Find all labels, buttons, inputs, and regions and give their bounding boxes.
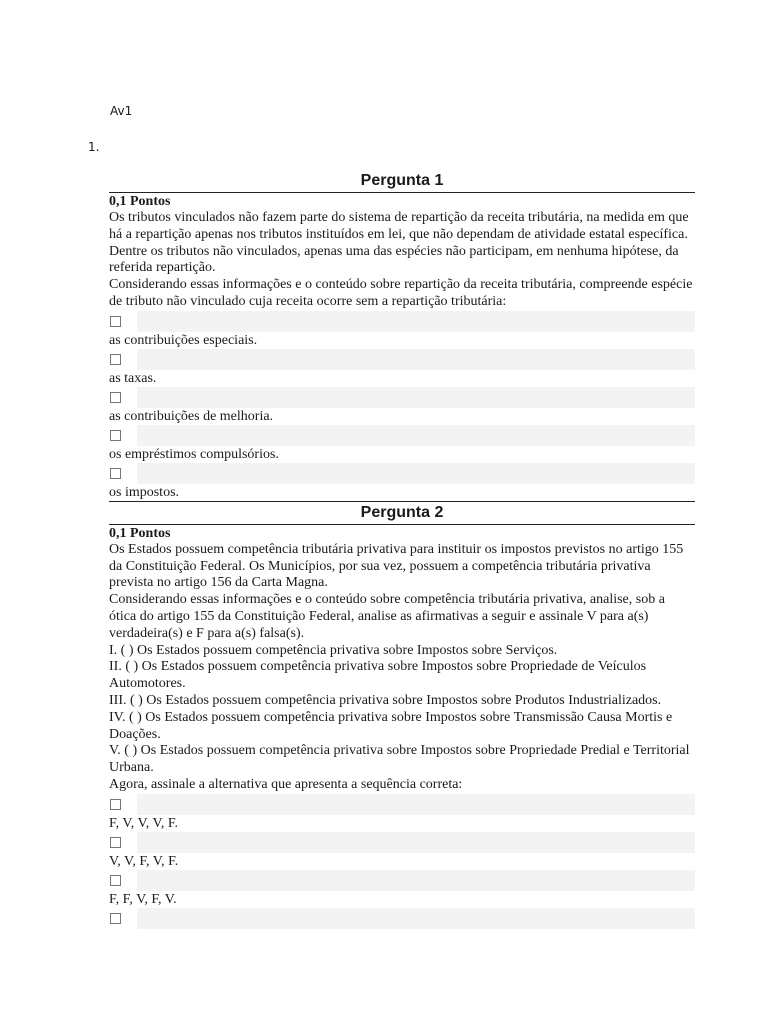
option-highlight (137, 425, 695, 446)
question-prompt: Considerando essas informações e o conteúdo sobre repartição da receita tributária, compreende espécie de tributo não vinculado cuja receita ocorre sem a repartição tributária: (109, 277, 693, 309)
checkbox-icon[interactable] (110, 316, 121, 327)
question-title: Pergunta 2 (109, 501, 695, 525)
option-label: F, F, V, F, V. (109, 891, 177, 907)
answer-option[interactable] (109, 832, 695, 870)
option-highlight (137, 463, 695, 484)
statement-item: I. ( ) Os Estados possuem competência privativa sobre Impostos sobre Serviços. (109, 642, 558, 658)
option-highlight (137, 870, 695, 891)
option-highlight (137, 311, 695, 332)
question-instruction: Agora, assinale a alternativa que apresenta a sequência correta: (109, 776, 463, 792)
option-label: os impostos. (109, 484, 180, 500)
statement-item: V. ( ) Os Estados possuem competência privativa sobre Impostos sobre Propriedade Predial e Territorial Urbana. (109, 743, 690, 776)
answer-option[interactable] (109, 349, 695, 387)
option-highlight (137, 832, 695, 853)
option-highlight (137, 794, 695, 815)
option-label: as taxas. (109, 370, 157, 386)
questions-container (109, 171, 695, 929)
answer-option[interactable] (109, 311, 695, 349)
checkbox-icon[interactable] (110, 430, 121, 441)
answer-option[interactable] (109, 794, 695, 832)
statement-item: IV. ( ) Os Estados possuem competência privativa sobre Impostos sobre Transmissão Causa Mortis e Doações. (109, 709, 673, 742)
answer-option[interactable] (109, 387, 695, 425)
question-prompt: Considerando essas informações e o conteúdo sobre competência tributária privativa, analise, sob a ótica do artigo 155 da Constituição Federal, analise as afirmativas a seguir e assinale V para a(s) verdadeira(s) e F para a(s) falsa(s). (109, 592, 665, 641)
question-2 (109, 501, 695, 929)
document-title: Av1 (110, 104, 133, 118)
answer-option[interactable] (109, 463, 695, 501)
statement-item: II. ( ) Os Estados possuem competência privativa sobre Impostos sobre Propriedade de Veículos Automotores. (109, 659, 647, 692)
answer-option[interactable] (109, 908, 695, 929)
option-highlight (137, 387, 695, 408)
checkbox-icon[interactable] (110, 837, 121, 848)
answer-option[interactable] (109, 870, 695, 908)
checkbox-icon[interactable] (110, 354, 121, 365)
question-title: Pergunta 1 (109, 171, 695, 193)
question-1 (109, 171, 695, 501)
checkbox-icon[interactable] (110, 392, 121, 403)
question-text: Os tributos vinculados não fazem parte do sistema de repartição da receita tributária, na medida em que há a repartição apenas nos tributos instituídos em lei, que não dependam de atividade estatal específica. Dentre os tributos não vinculados, apenas uma das espécies não participam, em nenhuma hipótese, da referida repartição. (109, 210, 689, 276)
question-text: Os Estados possuem competência tributária privativa para instituir os impostos previstos no artigo 155 da Constituição Federal. Os Municípios, por sua vez, possuem a competência tributária privativa prevista no artigo 156 da Carta Magna. (109, 541, 684, 591)
option-label: as contribuições especiais. (109, 332, 258, 348)
list-number: 1. (88, 140, 100, 154)
checkbox-icon[interactable] (110, 468, 121, 479)
option-label: F, V, V, V, F. (109, 815, 178, 831)
question-points: 0,1 Pontos (109, 525, 171, 541)
option-highlight (137, 349, 695, 370)
checkbox-icon[interactable] (110, 875, 121, 886)
option-label: V, V, F, V, F. (109, 853, 179, 869)
statement-item: III. ( ) Os Estados possuem competência privativa sobre Impostos sobre Produtos Industrializados. (109, 692, 662, 708)
option-label: as contribuições de melhoria. (109, 408, 274, 424)
checkbox-icon[interactable] (110, 913, 121, 924)
option-highlight (137, 908, 695, 929)
answer-option[interactable] (109, 425, 695, 463)
option-label: os empréstimos compulsórios. (109, 446, 279, 462)
checkbox-icon[interactable] (110, 799, 121, 810)
question-points: 0,1 Pontos (109, 194, 171, 209)
